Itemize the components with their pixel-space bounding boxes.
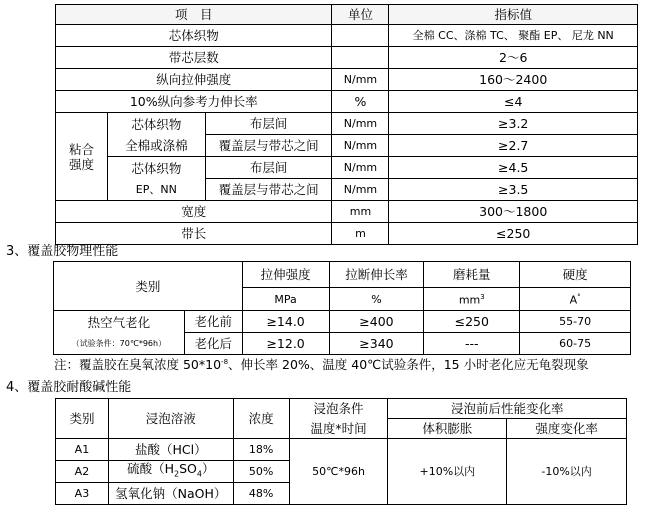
table-row <box>56 47 638 69</box>
row-value: ≥2.7 <box>389 135 638 157</box>
table-header-row <box>54 262 631 288</box>
row-solution: 氢氧化钠（NaOH） <box>108 483 233 505</box>
fabric-line: EP、NN <box>135 182 177 196</box>
row-value: 全棉 CC、涤棉 TC、 聚酯 EP、 尼龙 NN <box>389 25 638 47</box>
unit-wear-sup: 3 <box>480 293 485 302</box>
aging-state: 老化后 <box>184 333 242 355</box>
adhesion-label-line: 强度 <box>68 156 94 172</box>
table-header-row <box>56 399 627 419</box>
table-row <box>56 113 638 135</box>
unit-wear <box>424 288 520 311</box>
section3-title: 3、覆盖胶物理性能 <box>6 244 119 259</box>
row-concentration: 18% <box>233 439 289 461</box>
strength-value: -10%以内 <box>507 439 627 505</box>
header-soak-sub: 温度*时间 <box>289 419 388 439</box>
header-solution: 浸泡溶液 <box>108 399 233 439</box>
row-item: 芯体织物 <box>56 25 332 47</box>
table-row <box>56 91 638 113</box>
unit-tensile: MPa <box>242 288 329 311</box>
row-unit: N/mm <box>332 157 389 179</box>
unit-hardness <box>520 288 631 311</box>
row-item: 带长 <box>56 223 332 245</box>
row-unit <box>332 25 389 47</box>
row-unit: N/mm <box>332 179 389 201</box>
row-value: 2～6 <box>389 47 638 69</box>
position: 覆盖层与带芯之间 <box>205 179 332 201</box>
row-value: ≥3.2 <box>389 113 638 135</box>
row-solution <box>108 461 233 483</box>
table-row <box>56 25 638 47</box>
fabric-line: 芯体织物 <box>131 160 182 176</box>
cell-elongation: ≥400 <box>329 311 424 333</box>
physical-table <box>53 261 631 355</box>
solution-sub: 2 <box>174 469 180 479</box>
row-value: 300～1800 <box>389 201 638 223</box>
section4-title: 4、覆盖胶耐酸碱性能 <box>6 380 132 395</box>
row-unit: N/mm <box>332 135 389 157</box>
header-category: 类别 <box>54 262 243 311</box>
acid-alkali-table <box>55 398 627 505</box>
spec-table <box>55 4 638 245</box>
row-unit: m <box>332 223 389 245</box>
fabric-group <box>107 113 205 157</box>
cell-elongation: ≥340 <box>329 333 424 355</box>
cell-tensile: ≥14.0 <box>242 311 329 333</box>
row-id: A2 <box>56 461 109 483</box>
row-unit <box>332 47 389 69</box>
row-unit: N/mm <box>332 69 389 91</box>
row-item: 带芯层数 <box>56 47 332 69</box>
table-row <box>54 311 631 333</box>
solution-part: 硫酸（H <box>127 461 174 477</box>
header-wear: 磨耗量 <box>424 262 520 288</box>
position: 布层间 <box>205 157 332 179</box>
cell-wear: ≤250 <box>424 311 520 333</box>
row-item: 宽度 <box>56 201 332 223</box>
unit-wear-text: mm <box>458 293 481 307</box>
row-id: A1 <box>56 439 109 461</box>
adhesion-label <box>56 113 108 201</box>
header-change: 浸泡前后性能变化率 <box>388 399 627 419</box>
cell-wear: --- <box>424 333 520 355</box>
fabric-line: 全棉或涤棉 <box>125 137 188 153</box>
header-hardness: 硬度 <box>520 262 631 288</box>
fabric-line: 芯体织物 <box>131 116 182 132</box>
row-value: ≤4 <box>389 91 638 113</box>
note-prefix: 注：覆盖胶在臭氧浓度 50*10 <box>54 357 222 372</box>
note-sup: -8 <box>221 357 229 366</box>
row-item: 纵向拉伸强度 <box>56 69 332 91</box>
header-strength: 强度变化率 <box>507 419 627 439</box>
header-unit: 单位 <box>332 5 389 25</box>
row-item: 10%纵向参考力伸长率 <box>56 91 332 113</box>
row-value: ≥3.5 <box>389 179 638 201</box>
header-soak: 浸泡条件 <box>289 399 388 419</box>
cell-tensile: ≥12.0 <box>242 333 329 355</box>
header-swell: 体积膨胀 <box>388 419 507 439</box>
ozone-note <box>54 355 589 373</box>
header-tensile: 拉伸强度 <box>242 262 329 288</box>
row-concentration: 48% <box>233 483 289 505</box>
unit-elongation: % <box>329 288 424 311</box>
aging-state: 老化前 <box>184 311 242 333</box>
cell-hardness: 55-70 <box>520 311 631 333</box>
position: 布层间 <box>205 113 332 135</box>
swell-value: +10%以内 <box>388 439 507 505</box>
header-elongation: 拉断伸长率 <box>329 262 424 288</box>
fabric-group <box>107 157 205 201</box>
row-value: ≥4.5 <box>389 157 638 179</box>
row-id: A3 <box>56 483 109 505</box>
adhesion-label-line: 粘合 <box>68 141 94 157</box>
aging-condition: （试验条件：70℃*96h） <box>71 338 167 348</box>
table-header-row <box>56 5 638 25</box>
table-row <box>56 439 627 461</box>
soak-value: 50℃*96h <box>289 439 388 505</box>
solution-sub: 4 <box>196 469 202 479</box>
unit-hardness-text: A <box>569 293 578 307</box>
header-item: 项 目 <box>56 5 332 25</box>
row-concentration: 50% <box>233 461 289 483</box>
row-unit: N/mm <box>332 113 389 135</box>
position: 覆盖层与带芯之间 <box>205 135 332 157</box>
row-value: 160～2400 <box>389 69 638 91</box>
solution-part: ） <box>201 461 215 477</box>
header-value: 指标值 <box>389 5 638 25</box>
solution-part: SO <box>179 461 197 477</box>
row-unit: % <box>332 91 389 113</box>
unit-hardness-sup: ° <box>577 293 581 302</box>
table-row <box>56 223 638 245</box>
aging-label <box>54 311 185 355</box>
aging-title: 热空气老化 <box>87 314 151 330</box>
table-row <box>56 157 638 179</box>
header-concentration: 浓度 <box>233 399 289 439</box>
cell-hardness: 60-75 <box>520 333 631 355</box>
row-solution: 盐酸（HCl） <box>108 439 233 461</box>
header-category: 类别 <box>56 399 109 439</box>
row-unit: mm <box>332 201 389 223</box>
note-suffix: 、伸长率 20%、温度 40℃试验条件，15 小时老化应无龟裂现象 <box>228 357 589 372</box>
row-value: ≤250 <box>389 223 638 245</box>
table-row <box>56 201 638 223</box>
table-row <box>56 69 638 91</box>
